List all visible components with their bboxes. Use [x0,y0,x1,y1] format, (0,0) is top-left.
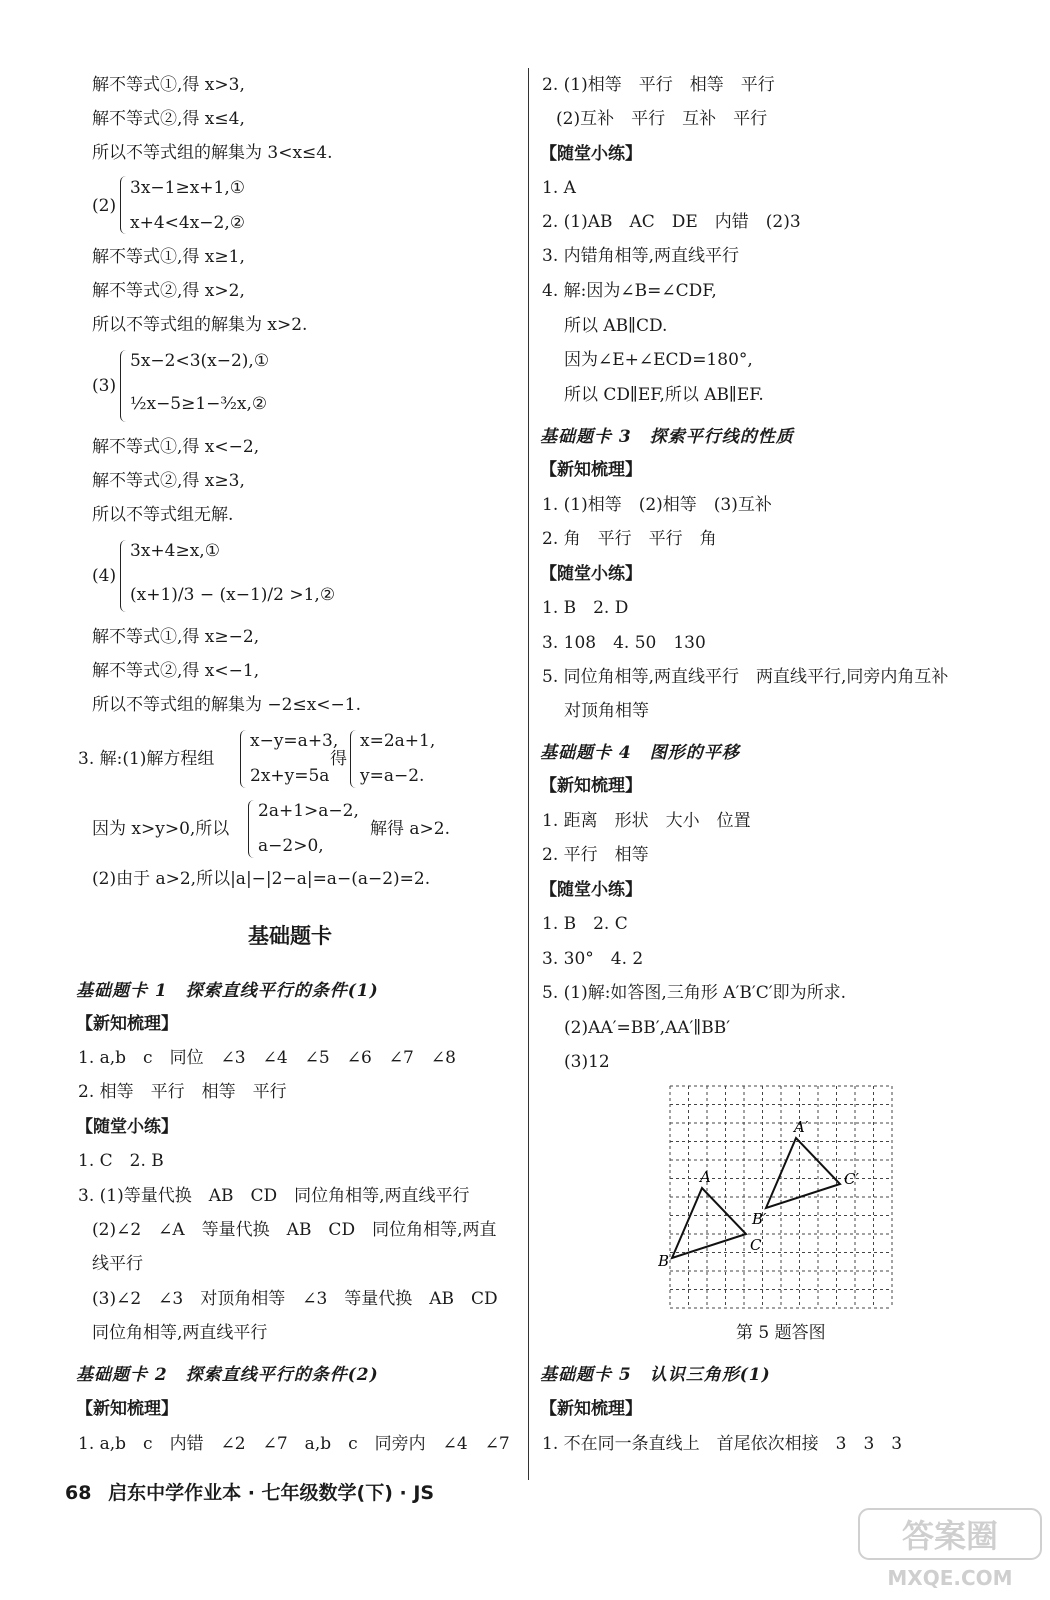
text-line: 1. (1)相等 (2)相等 (3)互补 [542,495,772,515]
column-divider [528,68,529,1480]
text-line: 1. B 2. D [542,598,629,618]
equation: x=2a+1, [360,731,436,751]
text-line: 所以不等式组无解. [92,505,234,525]
text-line: 2. (1)相等 平行 相等 平行 [542,75,775,95]
text-line: 2. 角 平行 平行 角 [542,529,717,549]
equation: 3x+4≥x,① [130,541,220,561]
text-line: 5. 同位角相等,两直线平行 两直线平行,同旁内角互补 [542,667,949,687]
text-line: (2)由于 a>2,所以|a|−|2−a|=a−(a−2)=2. [92,869,431,889]
subsection-label: 【随堂小练】 [76,1117,178,1137]
watermark-url: MXQE.COM [887,1566,1013,1590]
book-title: 启东中学作业本 · 七年级数学(下) · JS [108,1482,435,1504]
text-line: 1. A [542,178,576,198]
equation: y=a−2. [360,766,425,786]
text-line: 所以 CD∥EF,所以 AB∥EF. [564,385,764,405]
text-line: 解得 a>2. [370,819,451,839]
text-line: 1. B 2. C [542,914,628,934]
equation: 5x−2<3(x−2),① [130,351,270,371]
figure-caption: 第 5 题答图 [736,1323,826,1343]
text-line: 3. 30° 4. 2 [542,949,644,969]
text-line: 解不等式②,得 x<−1, [92,661,260,681]
text-line: 3. (1)等量代换 AB CD 同位角相等,两直线平行 [78,1186,470,1206]
text-line: 2. 相等 平行 相等 平行 [78,1082,287,1102]
text-line: (2)AA′=BB′,AA′∥BB′ [564,1018,731,1038]
text-line: 同位角相等,两直线平行 [92,1323,268,1343]
text-line: 1. 距离 形状 大小 位置 [542,811,751,831]
text-line: 1. 不在同一条直线上 首尾依次相接 3 3 3 [542,1434,903,1454]
text-line: (3)∠2 ∠3 对顶角相等 ∠3 等量代换 AB CD [92,1289,498,1309]
equation: x+4<4x−2,② [130,213,245,233]
text-line: 所以不等式组的解集为 3<x≤4. [92,143,333,163]
label-c-prime: C′ [844,1170,859,1188]
equation: (x+1)/3 − (x−1)/2 >1,② [130,585,336,605]
equation: x−y=a+3, [250,731,339,751]
text-line: (2)∠2 ∠A 等量代换 AB CD 同位角相等,两直 [92,1220,497,1240]
question-3: 3. 解:(1)解方程组 [78,749,215,769]
text-line: 1. C 2. B [78,1151,164,1171]
text-line: 因为∠E+∠ECD=180°, [564,350,753,370]
equation: ½x−5≥1−³⁄₂x,② [130,394,268,414]
watermark-text: 答案圈 [901,1517,999,1555]
text-line: 3. 内错角相等,两直线平行 [542,246,740,266]
text-line: 解不等式①,得 x<−2, [92,437,260,457]
text-line: 解不等式①,得 x≥−2, [92,627,260,647]
text-line: 所以不等式组的解集为 x>2. [92,315,308,335]
text-line: 解不等式②,得 x≥3, [92,471,245,491]
subsection-label: 【新知梳理】 [76,1399,178,1419]
subsection-label: 【随堂小练】 [540,144,642,164]
label-a: A [700,1168,711,1186]
subsection-label: 【新知梳理】 [540,460,642,480]
text-line: 得 [330,749,347,769]
subsection-label: 【随堂小练】 [540,880,642,900]
text-line: 解不等式①,得 x>3, [92,75,245,95]
card-heading: 基础题卡 3 探索平行线的性质 [540,427,794,447]
card-heading: 基础题卡 2 探索直线平行的条件(2) [76,1365,379,1385]
text-line: 对顶角相等 [564,701,649,721]
text-line: 解不等式②,得 x>2, [92,281,245,301]
card-heading: 基础题卡 4 图形的平移 [540,743,740,763]
text-line: 2. (1)AB AC DE 内错 (2)3 [542,212,801,232]
label-b-prime: B′ [752,1210,767,1228]
text-line: (3)12 [564,1052,610,1072]
subsection-label: 【随堂小练】 [540,564,642,584]
text-line: 因为 x>y>0,所以 [92,819,230,839]
subsection-label: 【新知梳理】 [540,1399,642,1419]
text-line: 所以不等式组的解集为 −2≤x<−1. [92,695,362,715]
watermark-logo [855,1503,1045,1593]
page-number: 68 [65,1482,92,1504]
text-line: 2. 平行 相等 [542,845,649,865]
subsection-label: 【新知梳理】 [76,1014,178,1034]
problem-label: (3) [92,376,117,396]
text-line: 1. a,b c 内错 ∠2 ∠7 a,b c 同旁内 ∠4 ∠7 [78,1434,510,1454]
page-footer [65,1478,434,1505]
triangle-abc [672,1188,746,1258]
section-title: 基础题卡 [248,923,332,948]
label-c: C [750,1236,762,1254]
equation: 2x+y=5a [250,766,330,786]
text-line: 线平行 [92,1254,143,1274]
text-line: 解不等式①,得 x≥1, [92,247,245,267]
translation-grid-figure [658,1080,928,1320]
equation: 3x−1≥x+1,① [130,178,245,198]
label-b: B [658,1252,670,1270]
text-line: 1. a,b c 同位 ∠3 ∠4 ∠5 ∠6 ∠7 ∠8 [78,1048,456,1068]
problem-label: (4) [92,566,117,586]
card-heading: 基础题卡 1 探索直线平行的条件(1) [76,981,379,1001]
subsection-label: 【新知梳理】 [540,776,642,796]
text-line: 4. 解:因为∠B=∠CDF, [542,281,717,301]
text-line: 解不等式②,得 x≤4, [92,109,245,129]
text-line: 3. 108 4. 50 130 [542,633,706,653]
label-a-prime: A′ [794,1118,809,1136]
text-line: (2)互补 平行 互补 平行 [556,109,768,129]
equation: 2a+1>a−2, [258,801,359,821]
card-heading: 基础题卡 5 认识三角形(1) [540,1365,771,1385]
text-line: 5. (1)解:如答图,三角形 A′B′C′即为所求. [542,983,846,1003]
problem-label: (2) [92,196,117,216]
equation: a−2>0, [258,836,324,856]
text-line: 所以 AB∥CD. [564,316,668,336]
